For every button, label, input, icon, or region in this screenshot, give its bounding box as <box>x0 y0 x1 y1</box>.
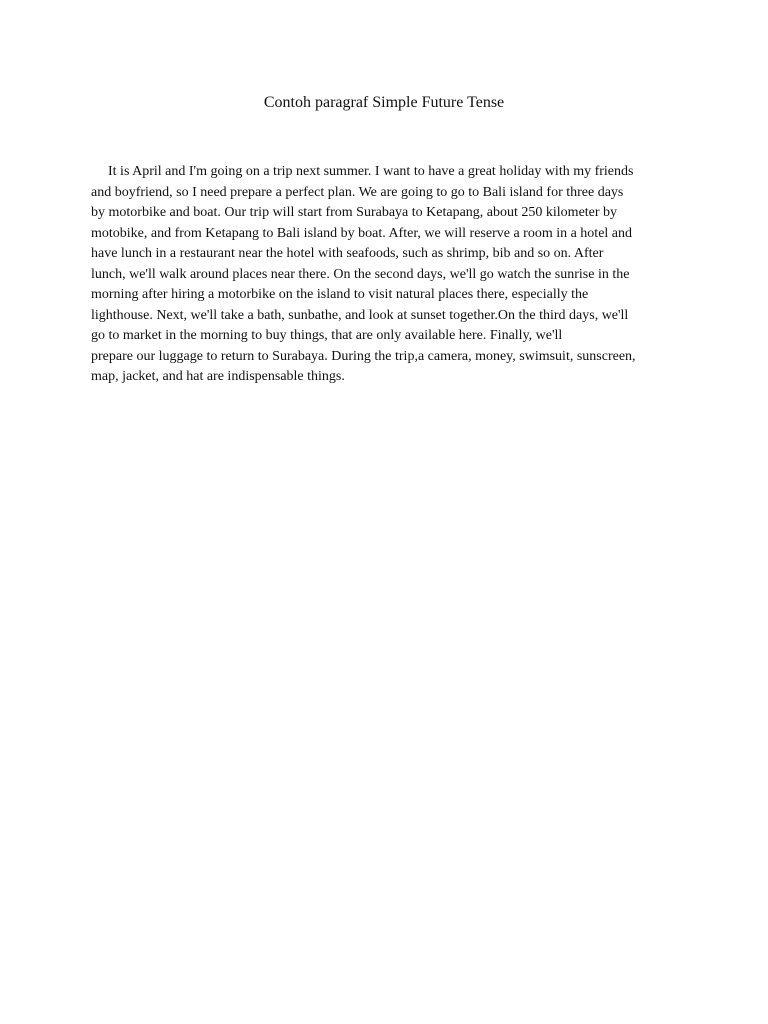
paragraph-line: and boyfriend, so I need prepare a perfect plan. We are going to go to Bali island for three days <box>91 184 624 200</box>
paragraph-line: go to market in the morning to buy things, that are only available here. Finally, we'll <box>91 328 563 343</box>
paragraph-line: map, jacket, and hat are indispensable things. <box>91 369 345 384</box>
paragraph-line: motobike, and from Ketapang to Bali island by boat. After, we will reserve a room in a hotel and <box>91 225 633 241</box>
paragraph-line: lighthouse. Next, we'll take a bath, sunbathe, and look at sunset together.On the third days, we'll <box>91 307 629 323</box>
paragraph-line: prepare our luggage to return to Surabaya. During the trip,a camera, money, swimsuit, sunscreen, <box>91 348 636 364</box>
paragraph-line: morning after hiring a motorbike on the island to visit natural places there, especially the <box>91 287 589 302</box>
paragraph <box>91 162 681 388</box>
paragraph-line: have lunch in a restaurant near the hotel with seafoods, such as shrimp, bib and so on. After <box>91 246 604 261</box>
paragraph-line: lunch, we'll walk around places near there. On the second days, we'll go watch the sunrise in the <box>91 266 630 282</box>
paragraph-line: by motorbike and boat. Our trip will start from Surabaya to Ketapang, about 250 kilometer by <box>91 205 618 220</box>
paragraph-line: It is April and I'm going on a trip next summer. I want to have a great holiday with my friends <box>108 164 634 179</box>
page-title: Contoh paragraf Simple Future Tense <box>263 94 505 111</box>
